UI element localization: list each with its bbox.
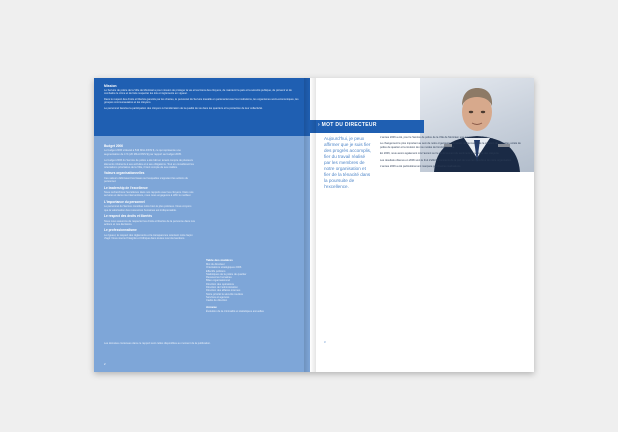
section-title: › MOT DU DIRECTEUR	[318, 122, 377, 128]
section-text: Le personnel du Service constitue notre bien le plus précieux. Nous croyons que la valorisation des ressources humaines est indispensable.	[104, 205, 192, 212]
toc-item: Direction des opérations	[206, 282, 234, 286]
director-letter-text	[380, 136, 526, 171]
section-heading: Le respect des droits et libertés	[104, 214, 153, 219]
section-text: Le rigueur, le respect des règlements et la transparence orientent notre façon d'agir. Nous visons l'intégrité et l'éthique dans toutes nos interventions.	[104, 233, 193, 241]
toc-item: Cadre de direction	[206, 299, 228, 303]
toc-item: Direction des affaires internes	[206, 289, 241, 293]
toc-item: Effectifs policiers	[206, 269, 226, 273]
page-gutter-shadow	[304, 78, 316, 372]
toc-heading: Annexe	[206, 304, 217, 309]
section-text: Le budget 2006 s'élevait à 543 MILLIONS $, ce qui représente une augmentation de 4 % (20 MILLIONS $) par rapport au budget 2005.	[104, 149, 182, 156]
mission-text	[104, 89, 300, 112]
page-number-right: 3	[324, 340, 326, 344]
toc-list	[206, 310, 292, 313]
section-header-bar	[310, 120, 424, 133]
toc-heading: Table des matières	[206, 258, 233, 262]
mission-block	[94, 78, 310, 136]
letter-paragraph: L'année 2006 a été, pour le Service de police de la Ville de Montréal, une année de transition.	[380, 136, 488, 139]
toc-item: Orientations stratégiques 2006	[206, 266, 242, 270]
letter-paragraph: En 2006, nous avons également mis l'accent sur le renforcement du sentiment de sécurité des citoyens.	[380, 152, 500, 156]
mission-paragraph: Le personnel favorise la participation des citoyens à l'amélioration de la qualité de vie dans les quartiers et la protection de leur collectivité.	[104, 106, 263, 110]
page-number-left: 2	[104, 362, 106, 366]
section-heading: Valeurs organisationnelles	[104, 171, 145, 176]
section-heading: Budget 2006	[104, 144, 123, 148]
toc-item: Évolution de la criminalité et statistiques annuelles	[206, 309, 264, 313]
section-text: Ces valeurs définissent les bases sur lesquelles s'appuient les actions du personnel.	[104, 176, 189, 184]
pull-quote: Aujourd'hui, je peux affirmer que je suis fier des progrès accomplis, fier du travail réalisé par les membres de notre organisation et fier de la ténacité dans la poursuite de l'excellence.	[324, 136, 372, 189]
toc-list	[206, 263, 292, 303]
section-text: Nous nous assurons de respecter les droits et libertés de la personne dans nos actions et nos décisions.	[104, 219, 195, 226]
toc-item: Bilan organisationnel	[206, 279, 231, 283]
toc-item: Services et agences	[206, 295, 230, 299]
left-page	[94, 78, 310, 372]
section-text: Nous recherchons l'excellence dans nos rapports avec les citoyens. Dans nos services et dans nos interventions, nous nous engageons à offrir le meilleur.	[104, 191, 194, 198]
section-text: Le budget 2006 du Service de police a été bâti en tenant compte de plusieurs éléments inhérents à ses activités et à ses obligations. Tout en considérant les orientations prioritaires de la Ville, il tient compte de ses réalités.	[104, 159, 194, 170]
right-page	[310, 78, 534, 372]
toc-item: Statistiques de la police de quartier	[206, 272, 247, 276]
toc-item: Direction de l'administration	[206, 286, 238, 290]
mission-paragraph: Le Service de police de la Ville de Montréal a pour mission de protéger la vie et les biens des citoyens, de maintenir la paix et la sécurité publique, de prévenir et de combattre le crime et de faire respecter les lois et règlements en vigueur.	[104, 89, 292, 96]
section-heading: Le leadership de l'excellence	[104, 185, 148, 190]
section-heading: Le professionnalisme	[104, 228, 137, 233]
document-spread	[94, 78, 534, 372]
letter-paragraph: L'année 2006 a été particulièrement marquée par d'autres réalisations.	[380, 165, 462, 169]
letter-paragraph: Le changement le plus important au sein de notre organisation au cours de l'année a été la création de nouvelles unités de police de quartier et la révision de nos modes de fonctionnement.	[380, 142, 521, 149]
mission-paragraph: Dans le respect des droits et libertés garantis par les chartes, le personnel du Service travaille en partenariat avec les institutions, les organismes socio-économiques, les groupes communautaires et les citoyens.	[104, 97, 299, 105]
toc-item: Ressources humaines	[206, 276, 232, 280]
left-column	[104, 142, 196, 242]
toc-item: Notre priorité la sécurité routière	[206, 292, 244, 296]
letter-paragraph: Les résultats obtenus en 2006 sont le fruit d'efforts constants de la part de tous les membres de notre organisation.	[380, 158, 512, 162]
table-of-contents	[206, 256, 292, 315]
left-footer-note: Les données contenues dans ce rapport sont celles disponibles au moment de la publication.	[104, 342, 211, 345]
mission-title: Mission	[104, 84, 117, 88]
toc-item: Mot du directeur	[206, 263, 225, 266]
section-heading: L'importance du personnel	[104, 199, 145, 204]
